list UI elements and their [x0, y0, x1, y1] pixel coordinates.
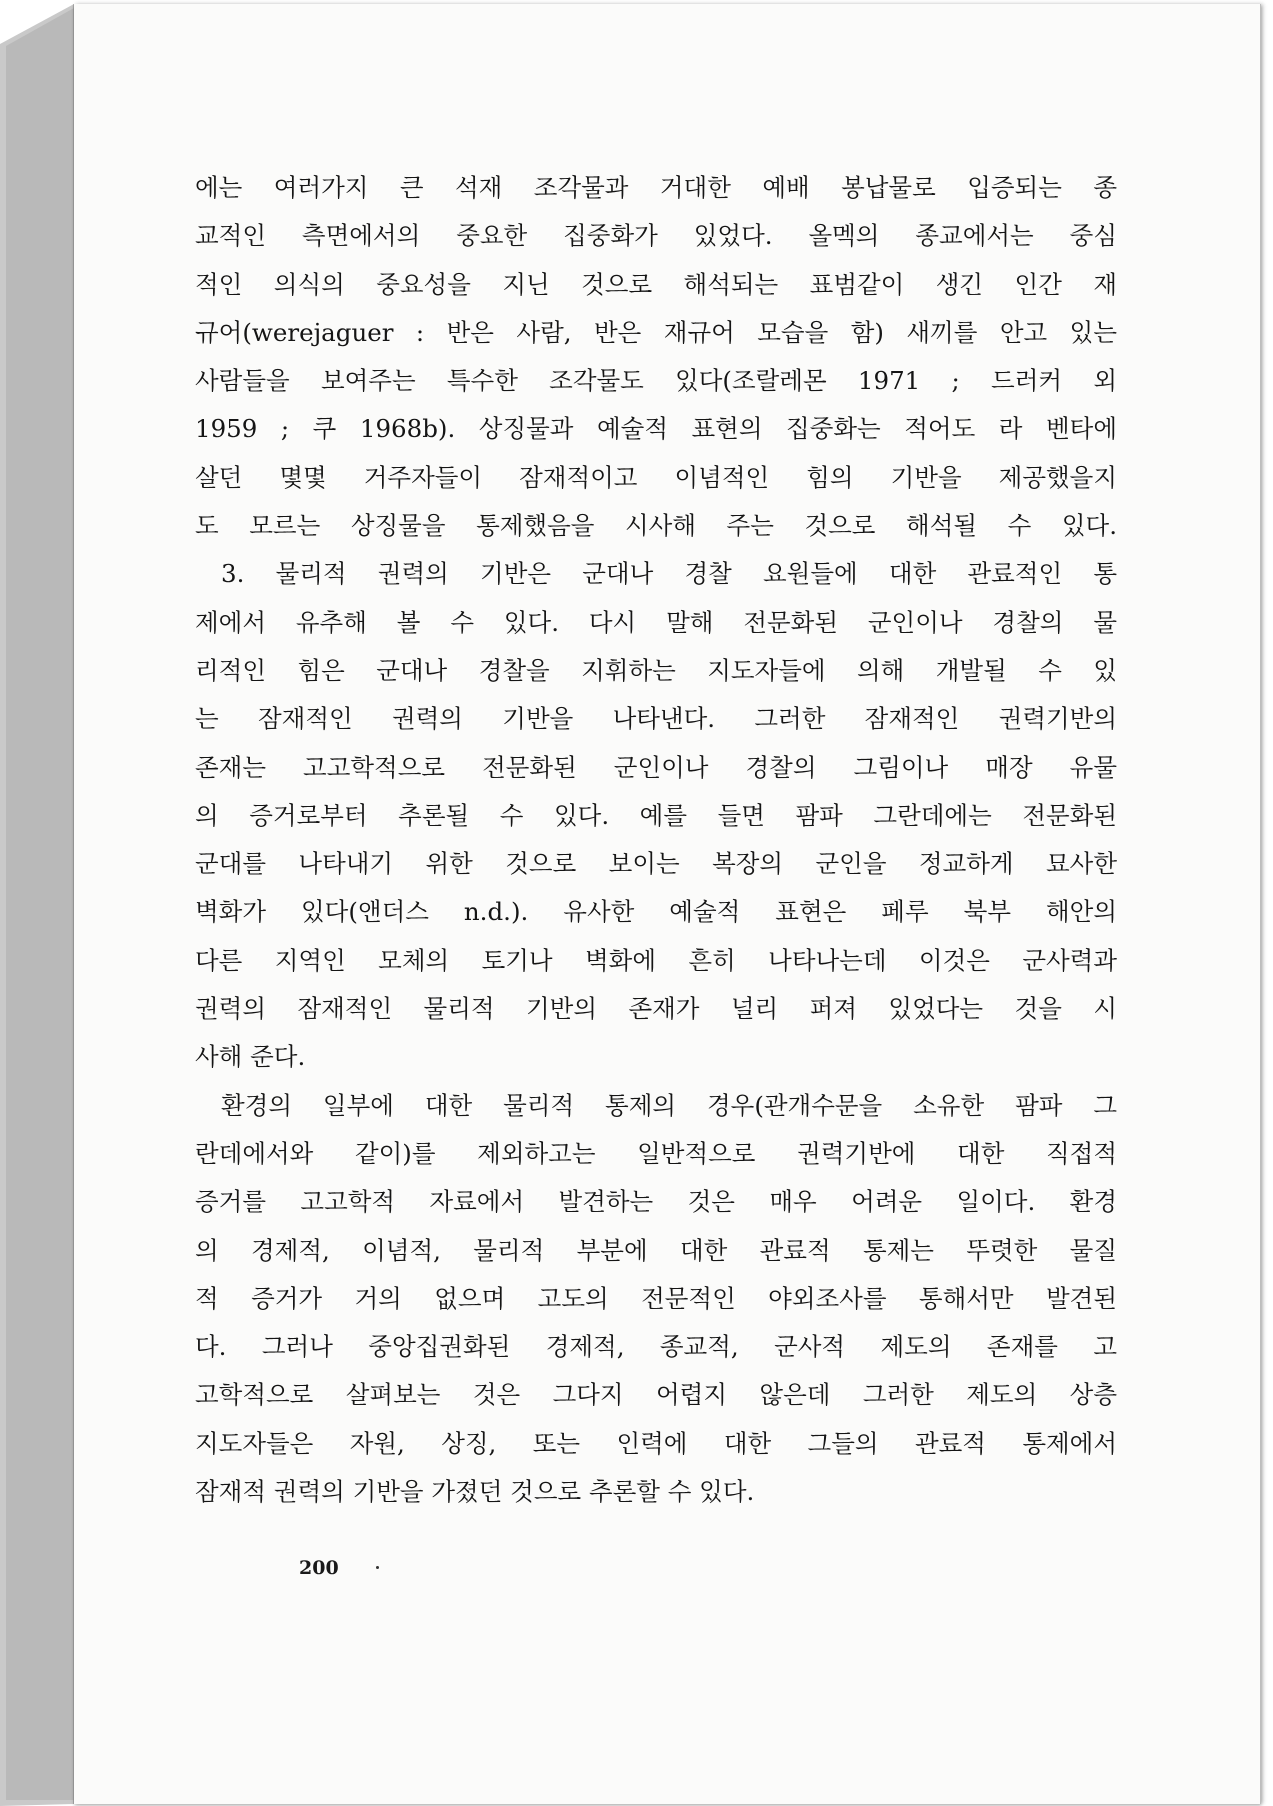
text-line: 다른 지역인 모체의 토기나 벽화에 흔히 나타나는데 이것은 군사력과 [195, 945, 1117, 975]
text-line: 1959 ; 쿠 1968b). 상징물과 예술적 표현의 집중화는 적어도 라 벤타에 [195, 414, 1117, 444]
text-line: 리적인 힘은 군대나 경찰을 지휘하는 지도자들에 의해 개발될 수 있 [195, 655, 1117, 685]
text-line: 지도자들은 자원, 상징, 또는 인력에 대한 그들의 관료적 통제에서 [195, 1428, 1117, 1458]
text-line: 의 증거로부터 추론될 수 있다. 예를 들면 팜파 그란데에는 전문화된 [195, 800, 1117, 830]
text-line: 존재는 고고학적으로 전문화된 군인이나 경찰의 그림이나 매장 유물 [195, 752, 1117, 782]
text-line: 도 모르는 상징물을 통제했음을 시사해 주는 것으로 해석될 수 있다. [195, 511, 1117, 541]
paragraph [195, 1082, 1117, 1517]
text-line: 는 잠재적인 권력의 기반을 나타낸다. 그러한 잠재적인 권력기반의 [195, 704, 1117, 734]
text-line: 제에서 유추해 볼 수 있다. 다시 말해 전문화된 군인이나 경찰의 물 [195, 607, 1117, 637]
text-line: 잠재적 권력의 기반을 가졌던 것으로 추론할 수 있다. [195, 1477, 755, 1507]
text-line: 란데에서와 같이)를 제외하고는 일반적으로 권력기반에 대한 직접적 [195, 1138, 1117, 1168]
text-line: 3. 물리적 권력의 기반은 군대나 경찰 요원들에 대한 관료적인 통 [221, 559, 1117, 589]
paragraph [195, 550, 1117, 1081]
body-text [195, 164, 1117, 1516]
text-line: 증거를 고고학적 자료에서 발견하는 것은 매우 어려운 일이다. 환경 [195, 1187, 1117, 1217]
text-line: 에는 여러가지 큰 석재 조각물과 거대한 예배 봉납물로 입증되는 종 [195, 173, 1117, 202]
text-line: 환경의 일부에 대한 물리적 통제의 경우(관개수문을 소유한 팜파 그 [221, 1090, 1117, 1120]
text-line: 살던 몇몇 거주자들이 잠재적이고 이념적인 힘의 기반을 제공했을지 [195, 462, 1117, 492]
text-line: 의 경제적, 이념적, 물리적 부분에 대한 관료적 통제는 뚜렷한 물질 [195, 1235, 1117, 1265]
text-line: 다. 그러나 중앙집권화된 경제적, 종교적, 군사적 제도의 존재를 고 [195, 1332, 1117, 1362]
page-number: 200 [299, 1557, 339, 1579]
paragraph [195, 164, 1117, 550]
text-line: 벽화가 있다(앤더스 n.d.). 유사한 예술적 표현은 페루 북부 해안의 [195, 897, 1117, 927]
text-line: 교적인 측면에서의 중요한 집중화가 있었다. 올멕의 종교에서는 중심 [195, 221, 1117, 251]
text-line: 규어(werejaguer : 반은 사람, 반은 재규어 모습을 함) 새끼를 안고 있는 [195, 317, 1117, 347]
text-line: 적 증거가 거의 없으며 고도의 전문적인 야외조사를 통해서만 발견된 [195, 1283, 1117, 1313]
text-line: 사해 준다. [195, 1042, 306, 1072]
page-dot-mark [376, 1566, 379, 1569]
text-line: 군대를 나타내기 위한 것으로 보이는 복장의 군인을 정교하게 묘사한 [195, 849, 1117, 879]
text-line: 사람들을 보여주는 특수한 조각물도 있다(조랄레몬 1971 ; 드러커 외 [195, 366, 1117, 396]
text-line: 적인 의식의 중요성을 지닌 것으로 해석되는 표범같이 생긴 인간 재 [195, 269, 1117, 299]
text-line: 권력의 잠재적인 물리적 기반의 존재가 널리 퍼져 있었다는 것을 시 [195, 994, 1117, 1024]
text-line: 고학적으로 살펴보는 것은 그다지 어렵지 않은데 그러한 제도의 상층 [195, 1380, 1117, 1410]
